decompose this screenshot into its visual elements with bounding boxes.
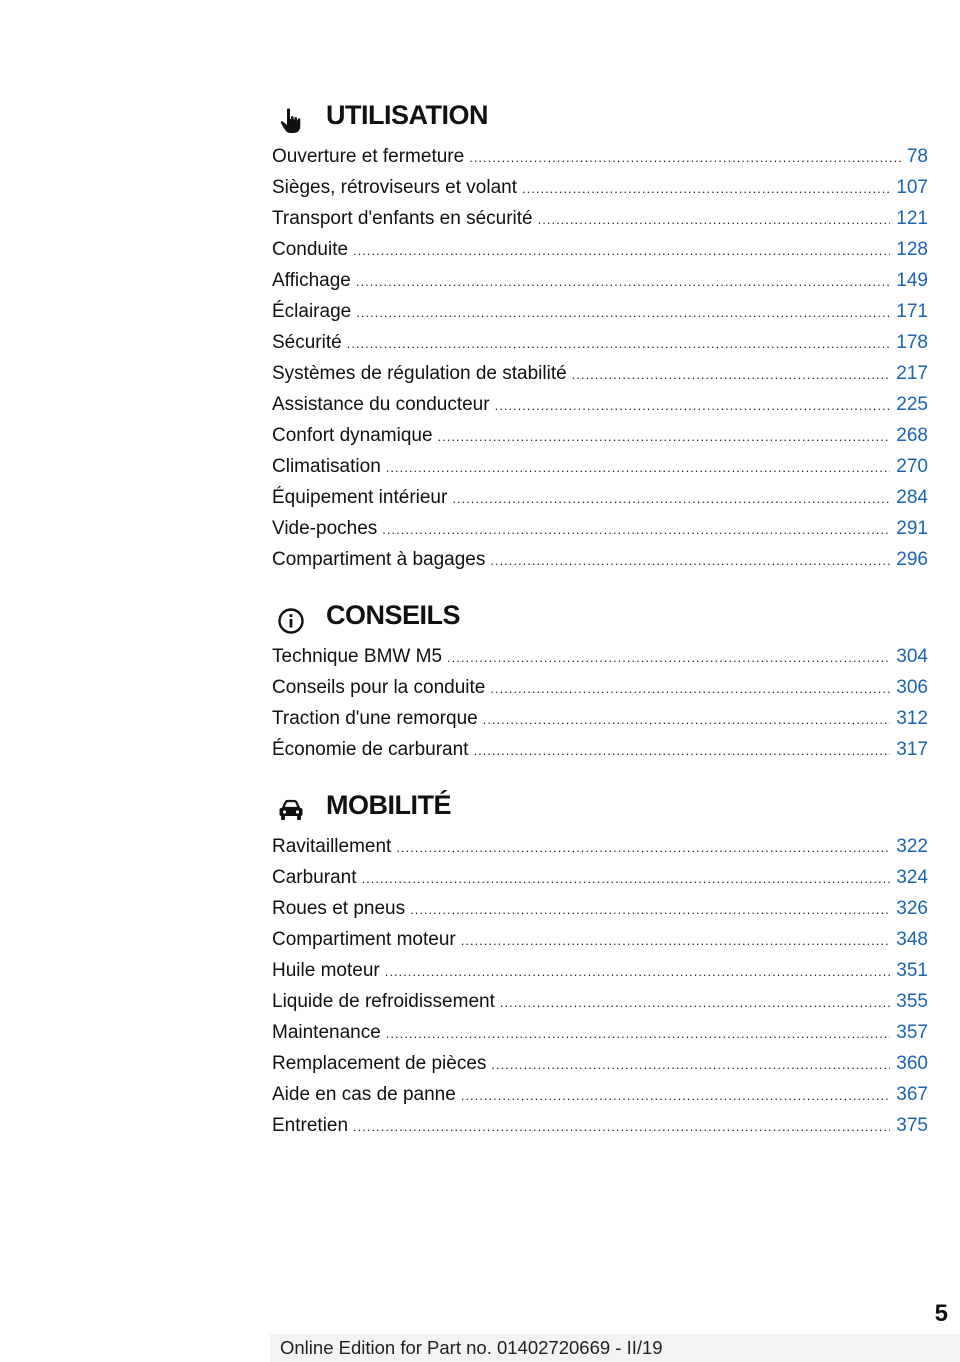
dot-leader (385, 956, 891, 986)
toc-entry-label: Liquide de refroidissement (272, 991, 495, 1012)
toc-page-link[interactable]: 324 (896, 867, 928, 888)
dot-leader (447, 642, 890, 672)
toc-page-link[interactable]: 360 (896, 1053, 928, 1074)
dot-leader (572, 359, 891, 389)
toc-page-link[interactable]: 217 (896, 363, 928, 384)
toc-page-link[interactable]: 149 (896, 270, 928, 291)
toc-page-link[interactable]: 348 (896, 929, 928, 950)
dot-leader (522, 173, 890, 203)
dot-leader (356, 297, 890, 327)
dot-leader (386, 1018, 891, 1048)
toc-entry-label: Technique BMW M5 (272, 646, 443, 667)
toc-entry[interactable] (272, 482, 928, 513)
toc-entry-label: Assistance du conducteur (272, 394, 490, 415)
toc-entry-label: Transport d'enfants en sécurité (272, 208, 533, 229)
section-utilisation (272, 98, 928, 575)
toc-page-link[interactable]: 291 (896, 518, 928, 539)
dot-leader (469, 142, 901, 172)
toc-page-link[interactable]: 225 (896, 394, 928, 415)
toc-entry[interactable] (272, 544, 928, 575)
section-header (272, 98, 928, 142)
toc-page-link[interactable]: 107 (896, 177, 928, 198)
dot-leader (491, 1049, 890, 1079)
toc-entry-label: Conduite (272, 239, 349, 260)
toc-entry-label: Carburant (272, 867, 357, 888)
dot-leader (362, 863, 891, 893)
toc-entry-label: Huile moteur (272, 960, 380, 981)
section-header (272, 788, 928, 832)
toc-entry-label: Économie de carburant (272, 739, 469, 760)
toc-entry-label: Compartiment moteur (272, 929, 456, 950)
toc-entry[interactable] (272, 831, 928, 862)
toc-entry[interactable] (272, 734, 928, 765)
toc-list (272, 831, 928, 1141)
toc-page-link[interactable]: 317 (896, 739, 928, 760)
toc-page-link[interactable]: 357 (896, 1022, 928, 1043)
toc-entry[interactable] (272, 296, 928, 327)
dot-leader (356, 266, 890, 296)
toc-entry-label: Équipement intérieur (272, 487, 448, 508)
toc-entry[interactable] (272, 141, 928, 172)
toc-entry[interactable] (272, 641, 928, 672)
toc-page-link[interactable]: 128 (896, 239, 928, 260)
toc-page-link[interactable]: 367 (896, 1084, 928, 1105)
toc-entry-label: Maintenance (272, 1022, 381, 1043)
dot-leader (461, 925, 891, 955)
toc-entry-label: Sièges, rétroviseurs et volant (272, 177, 518, 198)
toc-entry[interactable] (272, 1110, 928, 1141)
section-title: CONSEILS (326, 600, 461, 630)
toc-entry-label: Roues et pneus (272, 898, 406, 919)
toc-page-link[interactable]: 284 (896, 487, 928, 508)
dot-leader (410, 894, 890, 924)
toc-page-link[interactable]: 355 (896, 991, 928, 1012)
toc-entry-label: Ravitaillement (272, 836, 392, 857)
toc-page-link[interactable]: 375 (896, 1115, 928, 1136)
toc-page-link[interactable]: 326 (896, 898, 928, 919)
toc-entry[interactable] (272, 893, 928, 924)
hand-pointer-icon (276, 106, 306, 136)
toc-entry[interactable] (272, 703, 928, 734)
toc-entry-label: Ouverture et fermeture (272, 146, 465, 167)
dot-leader (382, 514, 890, 544)
toc-entry-label: Climatisation (272, 456, 381, 477)
toc-page-link[interactable]: 304 (896, 646, 928, 667)
toc-page-link[interactable]: 171 (896, 301, 928, 322)
dot-leader (490, 673, 890, 703)
toc-entry-label: Traction d'une remorque (272, 708, 478, 729)
toc-page-link[interactable]: 322 (896, 836, 928, 857)
section-mobilite (272, 788, 928, 1141)
toc-page-link[interactable]: 78 (906, 146, 928, 167)
toc-list (272, 141, 928, 575)
dot-leader (438, 421, 891, 451)
toc-entry-label: Vide-poches (272, 518, 378, 539)
toc-entry-label: Affichage (272, 270, 351, 291)
toc-entry[interactable] (272, 513, 928, 544)
toc-entry[interactable] (272, 203, 928, 234)
dot-leader (500, 987, 890, 1017)
dot-leader (483, 704, 891, 734)
toc-entry[interactable] (272, 1079, 928, 1110)
footer-edition-note: Online Edition for Part no. 01402720669 - II/19 (280, 1337, 663, 1358)
dot-leader (490, 545, 890, 575)
toc-entry-label: Remplacement de pièces (272, 1053, 487, 1074)
toc-entry-label: Conseils pour la conduite (272, 677, 486, 698)
dot-leader (353, 235, 890, 265)
toc-page-link[interactable]: 306 (896, 677, 928, 698)
toc-page-link[interactable]: 121 (896, 208, 928, 229)
toc-entry-label: Aide en cas de panne (272, 1084, 456, 1105)
dot-leader (386, 452, 891, 482)
toc-entry[interactable] (272, 672, 928, 703)
dot-leader (353, 1111, 890, 1141)
toc-entry-label: Confort dynamique (272, 425, 433, 446)
toc-entry[interactable] (272, 955, 928, 986)
toc-entry[interactable] (272, 986, 928, 1017)
toc-entry[interactable] (272, 1017, 928, 1048)
toc-entry-label: Compartiment à bagages (272, 549, 486, 570)
dot-leader (538, 204, 891, 234)
toc-entry[interactable] (272, 451, 928, 482)
dot-leader (452, 483, 890, 513)
dot-leader (495, 390, 891, 420)
dot-leader (461, 1080, 890, 1110)
toc-entry[interactable] (272, 389, 928, 420)
toc-entry[interactable] (272, 265, 928, 296)
section-header (272, 598, 928, 642)
toc-entry[interactable] (272, 1048, 928, 1079)
toc-page-link[interactable]: 268 (896, 425, 928, 446)
section-title: MOBILITÉ (326, 790, 451, 820)
dot-leader (473, 735, 890, 765)
toc-entry[interactable] (272, 327, 928, 358)
section-title: UTILISATION (326, 100, 488, 130)
toc-entry[interactable] (272, 862, 928, 893)
toc-page-link[interactable]: 270 (896, 456, 928, 477)
toc-entry[interactable] (272, 234, 928, 265)
dot-leader (396, 832, 890, 862)
toc-entry[interactable] (272, 924, 928, 955)
toc-entry-label: Entretien (272, 1115, 349, 1136)
toc-entry[interactable] (272, 172, 928, 203)
toc-entry-label: Éclairage (272, 301, 352, 322)
toc-page-link[interactable]: 351 (896, 960, 928, 981)
car-front-icon (276, 796, 306, 826)
section-conseils (272, 598, 928, 765)
toc-page-link[interactable]: 296 (896, 549, 928, 570)
toc-entry-label: Sécurité (272, 332, 342, 353)
dot-leader (347, 328, 891, 358)
toc-list (272, 641, 928, 765)
info-circle-icon (276, 606, 306, 636)
toc-entry[interactable] (272, 420, 928, 451)
toc-entry-label: Systèmes de régulation de stabilité (272, 363, 567, 384)
toc-page-link[interactable]: 312 (896, 708, 928, 729)
page-number: 5 (934, 1300, 948, 1327)
toc-page-link[interactable]: 178 (896, 332, 928, 353)
toc-entry[interactable] (272, 358, 928, 389)
